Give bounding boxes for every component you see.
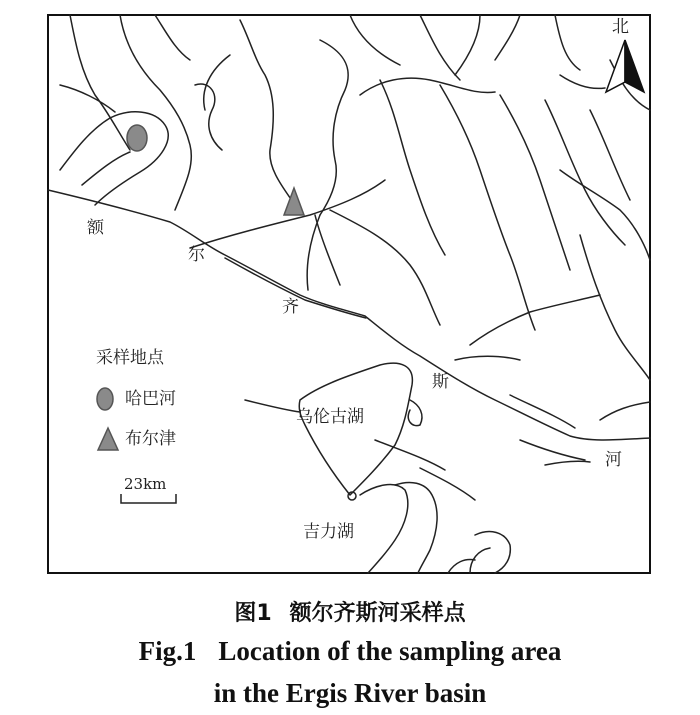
legend-item-habahe: 哈巴河: [125, 389, 176, 409]
river-name-char-2: 尔: [188, 245, 205, 265]
wulungu-lake-shore: [299, 363, 412, 495]
wulungu-lake-label: 乌伦古湖: [296, 407, 364, 427]
river-name-char-3: 齐: [282, 297, 299, 317]
north-label: 北: [612, 17, 629, 37]
caption-english-line1: [0, 636, 700, 667]
caption-chinese: [0, 596, 700, 627]
caption-cn-title: 额尔齐斯河采样点: [289, 601, 466, 626]
caption-cn-number: 图1: [234, 601, 272, 626]
caption-en-number: Fig.1: [138, 636, 197, 666]
caption-en-title-line1: Location of the sampling area: [218, 636, 562, 666]
north-arrow-right: [625, 40, 644, 92]
north-arrow: [606, 40, 644, 92]
river-name-char-5: 河: [605, 450, 622, 470]
jili-lake-shore: [360, 485, 408, 573]
caption-english-line2: in the Ergis River basin: [213, 678, 487, 708]
legend-title: 采样地点: [96, 348, 164, 368]
habahe-site-marker: [127, 125, 147, 151]
river-name-char-4: 斯: [432, 372, 449, 392]
legend-oval-symbol: [97, 388, 113, 410]
legend-item-burqin: 布尔津: [125, 429, 176, 449]
legend-triangle-symbol: [98, 428, 118, 450]
river-name-char-1: 额: [87, 218, 104, 238]
north-arrow-left: [606, 40, 625, 92]
scale-bar-label: 23km: [124, 475, 167, 493]
scale-bar: [121, 494, 176, 503]
burqin-site-marker: [284, 188, 304, 215]
jili-lake-label: 吉力湖: [303, 522, 354, 542]
